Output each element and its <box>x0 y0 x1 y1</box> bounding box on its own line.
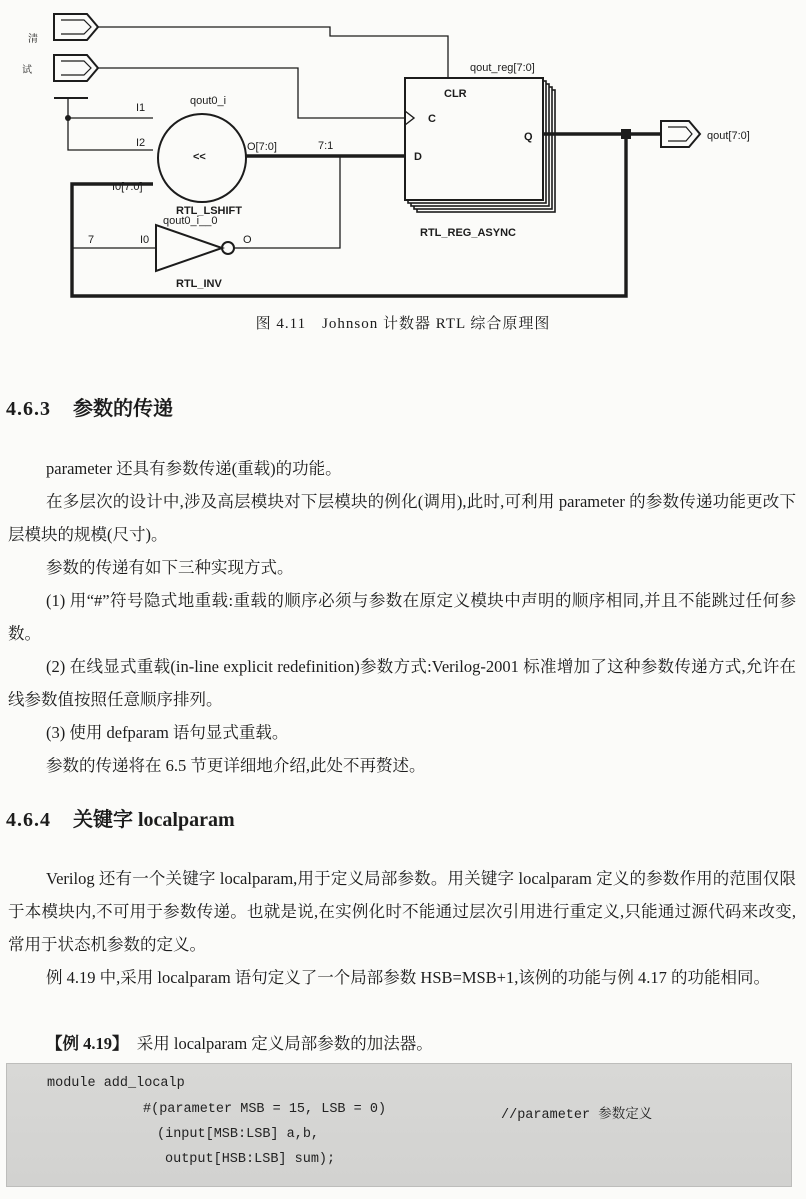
johnson-counter-schematic <box>0 0 806 312</box>
inv-output: O <box>243 234 252 246</box>
section-heading-464 <box>6 803 235 832</box>
c-pin: C <box>428 113 436 125</box>
output-port <box>661 121 700 147</box>
clr-wire <box>98 27 448 90</box>
paragraph-7: 参数的传递将在 6.5 节更详细地介绍,此处不再赘述。 <box>46 756 426 775</box>
output-port-label: qout[7:0] <box>707 130 750 142</box>
figure-caption: 图 4.11 Johnson 计数器 RTL 综合原理图 <box>255 316 551 332</box>
inv-instance: qout0_i__0 <box>163 215 218 227</box>
inv-bit: 7 <box>88 234 95 246</box>
example-heading <box>46 1027 796 1060</box>
paragraph-5: (2) 在线显式重载(in-line explicit redefinition)参数方式:Verilog-2001 标准增加了这种参数传递方式,允许在线参数值按照任意顺序排列。 <box>8 657 796 709</box>
lshift-output: O[7:0] <box>247 141 277 153</box>
inverter <box>156 225 234 271</box>
section-number: 4.6.4 <box>6 809 51 831</box>
lshift-i1: I1 <box>136 102 146 114</box>
code-line-4: output[HSB:LSB] sum); <box>165 1152 336 1167</box>
d-pin: D <box>414 151 422 163</box>
lshift-i0: I0[7:0] <box>112 181 143 193</box>
port-label-1: 清 <box>28 34 38 45</box>
code-line-1: module add_localp <box>47 1076 185 1091</box>
bus-slice-label: 7:1 <box>318 140 334 152</box>
inv-name: RTL_INV <box>176 278 222 290</box>
input-port-2 <box>54 55 98 81</box>
lshift-symbol: << <box>193 151 206 163</box>
clr-pin: CLR <box>444 88 467 100</box>
code-line-2: #(parameter MSB = 15, LSB = 0) <box>143 1102 387 1117</box>
port-label-2: 试 <box>22 65 32 76</box>
section-number: 4.6.3 <box>6 398 51 420</box>
code-line-3: (input[MSB:LSB] a,b, <box>157 1127 320 1142</box>
input-port-1 <box>54 14 98 40</box>
section-heading-463 <box>6 392 173 421</box>
paragraph-1: parameter 还具有参数传递(重载)的功能。 <box>46 459 342 478</box>
inv-input: I0 <box>140 234 150 246</box>
example-title: 采用 localparam 定义局部参数的加法器。 <box>136 1034 433 1053</box>
paragraph-8: Verilog 还有一个关键字 localparam,用于定义局部参数。用关键字 localparam 定义的参数作用的范围仅限于本模块内,不可用于参数传递。也就是说,在实例化时不能通过层次引用进行重定义,只能通过源代码来改变,常用于状态机参数的定义。 <box>8 869 796 954</box>
paragraph-2: 在多层次的设计中,涉及高层模块对下层模块的例化(调用),此时,可利用 parameter 的参数传递功能更改下层模块的规模(尺寸)。 <box>8 492 796 544</box>
register-name: RTL_REG_ASYNC <box>420 227 516 239</box>
register-block <box>405 78 555 212</box>
section-title: 关键字 localparam <box>73 809 235 831</box>
section-title: 参数的传递 <box>73 398 173 420</box>
code-block <box>6 1063 792 1187</box>
register-instance: qout_reg[7:0] <box>470 62 535 74</box>
code-line-2-comment: //parameter 参数定义 <box>501 1108 653 1123</box>
paragraph-9: 例 4.19 中,采用 localparam 语句定义了一个局部参数 HSB=MSB+1,该例的功能与例 4.17 的功能相同。 <box>46 968 770 987</box>
paragraph-4: (1) 用“#”符号隐式地重载:重载的顺序必须与参数在原定义模块中声明的顺序相同,并且不能跳过任何参数。 <box>8 591 796 643</box>
paragraph-3: 参数的传递有如下三种实现方式。 <box>46 558 294 577</box>
lshift-instance: qout0_i <box>190 95 227 107</box>
example-label: 【例 4.19】 <box>46 1034 129 1053</box>
lshift-name: RTL_LSHIFT <box>176 205 242 217</box>
paragraph-6: (3) 使用 defparam 语句显式重载。 <box>46 723 289 742</box>
lshift-i2: I2 <box>136 137 146 149</box>
q-pin: Q <box>524 131 533 143</box>
